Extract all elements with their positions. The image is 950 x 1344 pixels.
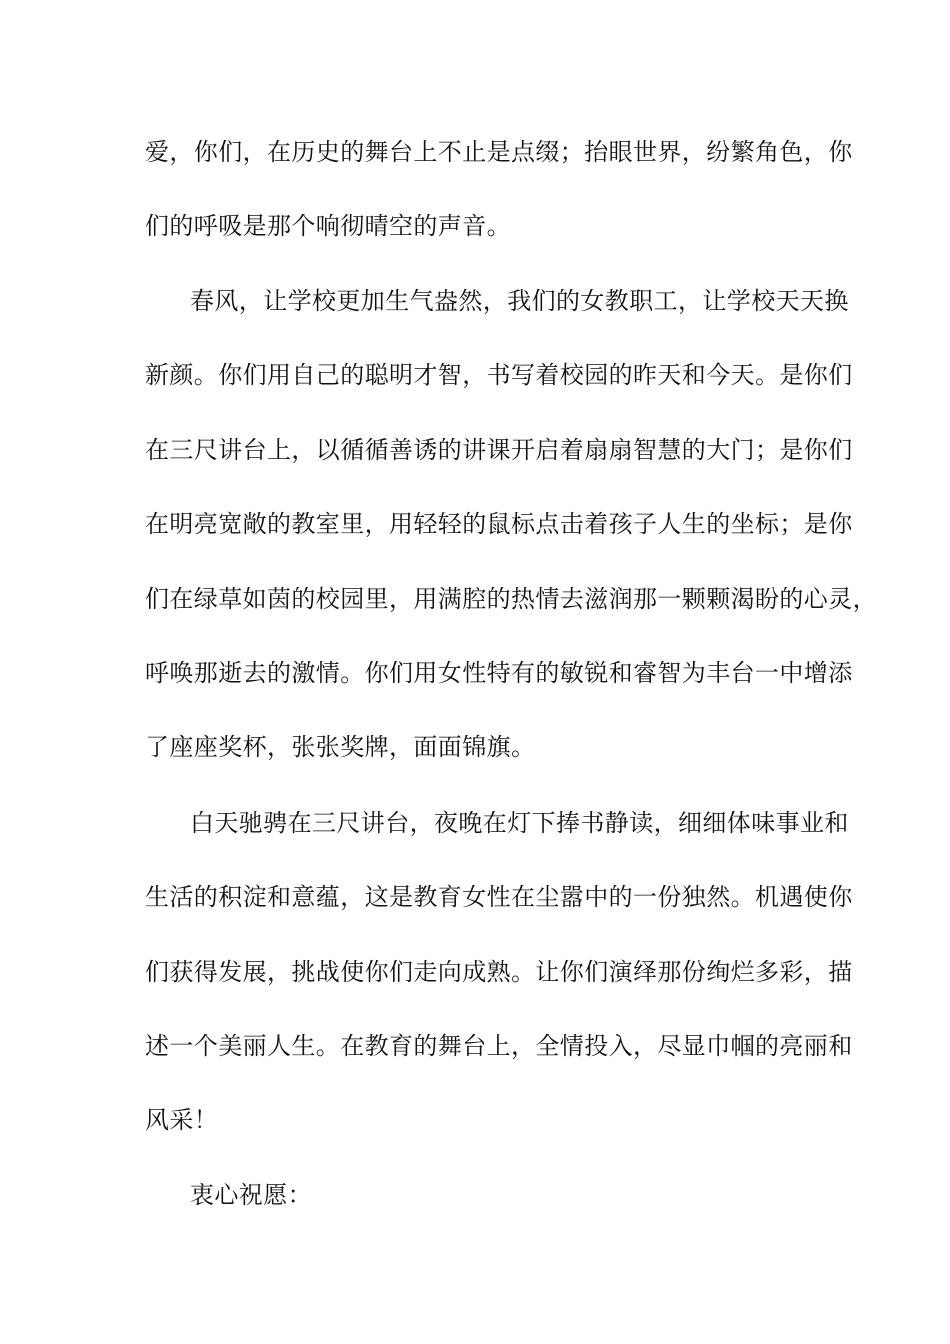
text-line: 新颜。你们用自己的聪明才智，书写着校园的昨天和今天。是你们	[145, 361, 853, 389]
text-line: 们的呼吸是那个响彻晴空的声音。	[145, 212, 511, 240]
text-line: 们在绿草如茵的校园里，用满腔的热情去滋润那一颗颗渴盼的心灵，	[145, 585, 877, 613]
text-line: 们获得发展，挑战使你们走向成熟。让你们演绎那份绚烂多彩，描	[145, 958, 853, 986]
text-line: 风采！	[145, 1106, 219, 1134]
text-line: 爱，你们，在历史的舞台上不止是点缀；抬眼世界，纷繁角色，你	[145, 138, 853, 166]
text-line: 了座座奖杯，张张奖牌，面面锦旗。	[145, 733, 536, 761]
text-line: 生活的积淀和意蕴，这是教育女性在尘嚣中的一份独然。机遇使你	[145, 883, 853, 911]
paragraph-first-line: 白天驰骋在三尺讲台，夜晚在灯下捧书静读，细细体味事业和	[190, 809, 849, 837]
text-line: 呼唤那逝去的激情。你们用女性特有的敏锐和睿智为丰台一中增添	[145, 659, 853, 687]
text-line: 在三尺讲台上，以循循善诱的讲课开启着扇扇智慧的大门；是你们	[145, 436, 853, 464]
text-line: 在明亮宽敞的教室里，用轻轻的鼠标点击着孩子人生的坐标；是你	[145, 510, 853, 538]
closing-line: 衷心祝愿：	[190, 1181, 312, 1209]
text-line: 述一个美丽人生。在教育的舞台上，全情投入，尽显巾帼的亮丽和	[145, 1032, 853, 1060]
paragraph-first-line: 春风，让学校更加生气盎然，我们的女教职工，让学校天天换	[190, 287, 849, 315]
